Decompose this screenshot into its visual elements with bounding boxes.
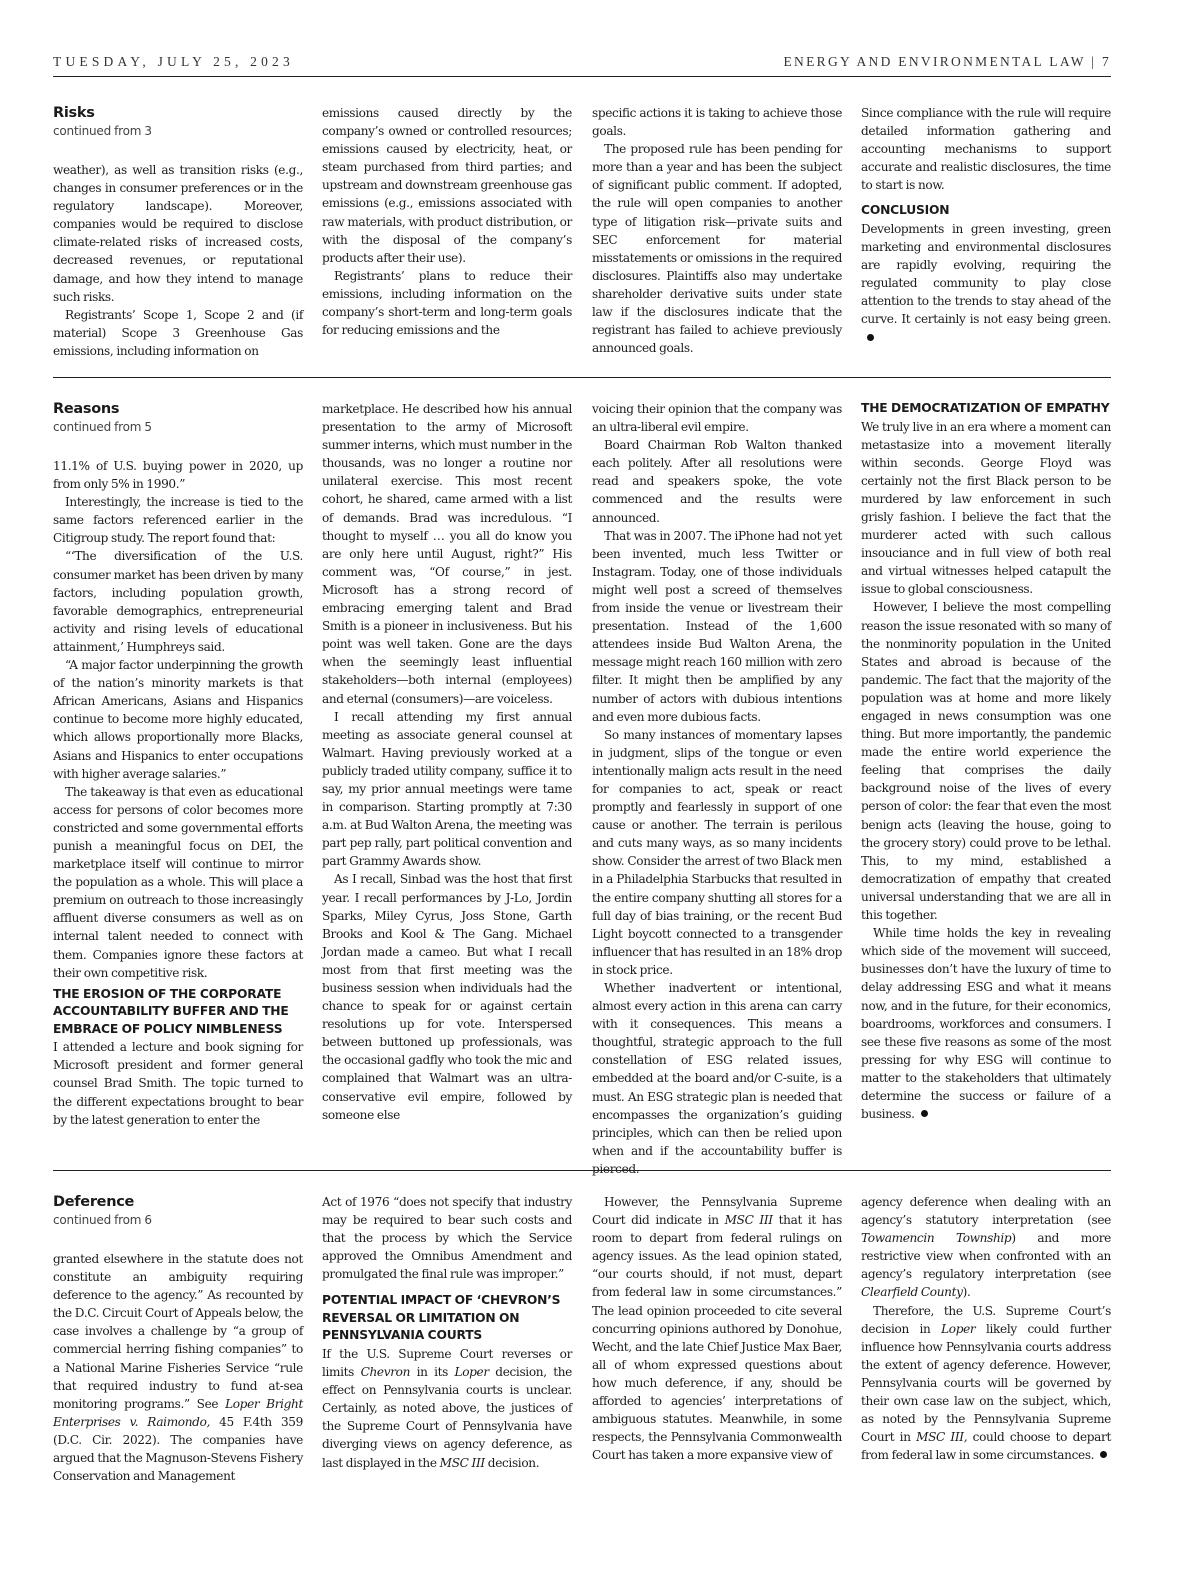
paragraph: voicing their opinion that the company was an ultra-liberal evil empire. <box>592 402 842 435</box>
paragraph: marketplace. He described how his annual presentation to the army of Microsoft summer interns, which must number in the thousands, was no longer a routine nor unilateral exercise. This most recent cohort, he shared, came armed with a list of demands. Brad was incredulous. “I thought to myself … you all do know you are only here until August, right?” His comment was, “Of course,” in jest. Microsoft has a strong record of embracing emerging talent and Brad Smith is a pioneer in inclusiveness. But his point was well taken. Gone are the days when the seemingly least influential stakeholders—both internal (employees) and eternal (consumers)—are voiceless. <box>322 402 572 706</box>
reasons-continued-note: continued from 5 <box>53 420 152 434</box>
paragraph: Since compliance with the rule will require detailed information gathering and accounting mechanisms to support accurate and realistic disclosures, the time to start is now. <box>861 106 1111 193</box>
text-run: could choose to depart from federal law in some circumstances. <box>861 1430 1111 1463</box>
paragraph <box>861 1302 1111 1465</box>
publication-page-label: ENERGY AND ENVIRONMENTAL LAW | 7 <box>783 54 1111 69</box>
text-run: decision. <box>484 1455 540 1470</box>
deference-column-3 <box>592 1193 842 1464</box>
deference-column-2 <box>322 1193 572 1472</box>
paragraph <box>861 1193 1111 1302</box>
chevron-heading: POTENTIAL IMPACT OF ‘CHEVRON’S REVERSAL OR LIMITATION ON PENNSYLVANIA COURTS <box>322 1293 561 1343</box>
reasons-column-4 <box>861 400 1111 1123</box>
risks-title: Risks <box>53 105 95 121</box>
case-citation: Loper Bright Enterprises v. Raimondo, <box>53 1396 303 1429</box>
text-run: granted elsewhere in the statute does not constitute an ambiguity requiring deference to the agency.” As recounted by the D.C. Circuit Court of Appeals below, the case involves a challenge by “a group of commercial herring fishing companies” to a National Marine Fisheries Service “rule that required industry to fund at-sea monitoring programs.” See <box>53 1252 303 1411</box>
case-citation: Loper <box>454 1365 489 1380</box>
risks-section <box>53 104 1111 364</box>
page-header <box>53 54 1111 77</box>
paragraph: Registrants’ Scope 1, Scope 2 and (if material) Scope 3 Greenhouse Gas emissions, including information on <box>53 307 303 358</box>
section-divider <box>53 377 1111 378</box>
end-mark-icon <box>921 1110 928 1117</box>
closing-text: While time holds the key in revealing which side of the movement will succeed, businesses don’t have the luxury of time to delay addressing ESG and what it means now, and in the future, for their economics, boardrooms, workforces and consumers. I see these five reasons as some of the most pressing for why ESG will continue to matter to the stakeholders that ultimately determine the success or failure of a business. <box>861 926 1111 1122</box>
deference-continued-note: continued from 6 <box>53 1213 152 1227</box>
text-run: If the U.S. Supreme Court reverses or limits <box>322 1346 572 1380</box>
text-run: that it has room to depart from federal rulings on agency issues. As the lead opinion stated, “our courts should, if not must, depart from federal law in some circumstances.” The lead opinion proceeded to cite several concurring opinions authored by Donohue, Wecht, and the late Chief Justice Max Baer, all of whom expressed questions about how much deference, if any, should be afforded to agencies’ interpretations of ambiguous statutes. Meanwhile, in some respects, the Pennsylvania Commonwealth Court has taken a more expansive view of <box>592 1213 842 1463</box>
paragraph <box>861 220 1111 347</box>
case-citation: Chevron <box>360 1365 411 1380</box>
reasons-section <box>53 400 1111 1176</box>
text-run: likely could further influence how Pennsylvania courts address the extent of agency deference. However, Pennsylvania courts will be governed by their own case law on the subject, which, as noted by the Pennsylvania Supreme Court in <box>861 1321 1111 1445</box>
paragraph <box>53 1250 303 1485</box>
case-citation: MSC III <box>724 1213 773 1228</box>
reasons-column-1 <box>53 400 303 1129</box>
section-divider <box>53 1170 1111 1171</box>
paragraph: emissions caused directly by the company’s owned or controlled resources; emissions caused by electricity, heat, or steam purchased from third parties; and upstream and downstream greenhouse gas emissions (e.g., emissions associated with raw materials, with product distribution, or with the disposal of the company’s products after their use). <box>322 106 572 265</box>
paragraph: 11.1% of U.S. buying power in 2020, up from only 5% in 1990.” <box>53 459 303 492</box>
end-mark-icon <box>867 334 874 341</box>
conclusion-text: Developments in green investing, green marketing and environmental disclosures are rapidly evolving, requiring the regulated community to play close attention to the trends to stay ahead of the curve. It certainly is not easy being green. <box>861 221 1111 327</box>
case-citation: Towamencin Township <box>861 1231 1012 1246</box>
paragraph: We truly live in an era where a moment can metastasize into a movement literally within seconds. George Floyd was certainly not the first Black person to be murdered by law enforcement in such grisly fashion. I believe the fact that the murderer acted with such callous insouciance and in full view of both real and virtual witnesses helped catapult the issue to global consciousness. <box>861 419 1111 597</box>
case-citation: Loper <box>941 1321 976 1336</box>
paragraph <box>322 1345 572 1472</box>
empathy-heading: THE DEMOCRATIZATION OF EMPATHY <box>861 401 1110 415</box>
text-run: Therefore, the U.S. Supreme Court’s decision in <box>861 1303 1111 1336</box>
paragraph: I recall attending my first annual meeting as associate general counsel at Walmart. Having previously worked at a publicly traded utility company, suffice it to say, my prior annual meetings were tame in comparison. Starting promptly at 7:30 a.m. at Bud Walton Arena, the meeting was part pep rally, part political convention and part Grammy Awards show. <box>322 709 572 869</box>
text-run: agency deference when dealing with an agency’s statutory interpretation (see <box>861 1195 1111 1228</box>
paragraph: However, I believe the most compelling reason the issue resonated with so many of the nonminority population in the United States and abroad is because of the pandemic. The fact that the majority of the population was at home and more likely engaged in news consumption was one thing. But more importantly, the pandemic made the entire world experience the feeling that comprises the daily background noise of the lives of every person of color: the fear that even the most benign acts (leaving the house, going to the grocery story) could prove to be lethal. This, to my mind, established a democratization of empathy that created universal understanding that we are all in this together. <box>861 600 1111 923</box>
paragraph: The takeaway is that even as educational access for persons of color becomes more constricted and some governmental efforts punish a meaningful focus on DEI, the marketplace itself will continue to mirror the population as a whole. This will place a premium on outreach to those increasingly affluent diverse consumers as well as on internal talent needed to connect with them. Companies ignore these factors at their own competitive risk. <box>53 784 303 980</box>
paragraph: weather), as well as transition risks (e.g., changes in consumer preferences or in the regulatory landscape). Moreover, companies would be required to disclose climate-related risks of increased costs, decreased revenues, or reputational damage, and how they intend to manage such risks. <box>53 163 303 304</box>
erosion-heading: THE EROSION OF THE CORPORATE ACCOUNTABILITY BUFFER AND THE EMBRACE OF POLICY NIMBLENESS <box>53 986 289 1036</box>
paragraph: I attended a lecture and book signing for Microsoft president and former general counsel Brad Smith. The topic turned to the different expectations brought to bear by the latest generation to enter the <box>53 1040 303 1127</box>
paragraph: Act of 1976 “does not specify that industry may be required to bear such costs and that the process by which the Service approved the Omnibus Amendment and promulgated the final rule was improper.” <box>322 1195 572 1282</box>
paragraph: Registrants’ plans to reduce their emissions, including information on the company’s short-term and long-term goals for reducing emissions and the <box>322 268 572 338</box>
paragraph: As I recall, Sinbad was the host that first year. I recall performances by J-Lo, Jordin Sparks, Miley Cyrus, Joss Stone, Garth Brooks and Kool & The Gang. Michael Jordan made a cameo. But what I recall most from that first meeting was the business session when individuals had the chance to speak for or against certain resolutions up for vote. Interspersed between buttoned up professionals, was the occasional gadfly who took the mic and complained that Walmart was an ultra-conservative evil empire, followed by someone else <box>322 872 572 1122</box>
reasons-column-2 <box>322 400 572 1124</box>
deference-column-1 <box>53 1193 303 1485</box>
text-run: ) and more restrictive view when confronted with an agency’s regulatory interpretation (see <box>861 1231 1111 1282</box>
risks-column-1 <box>53 104 303 360</box>
paragraph: specific actions it is taking to achieve those goals. <box>592 106 842 139</box>
text-run: in its <box>410 1365 455 1380</box>
paragraph <box>592 1193 842 1464</box>
case-citation: MSC III <box>439 1455 485 1470</box>
case-citation: MSC III, <box>916 1430 968 1445</box>
paragraph: Board Chairman Rob Walton thanked each politely. After all resolutions were read and speakers spoke, the vote commenced and the results were announced. <box>592 438 842 525</box>
issue-date: TUESDAY, JULY 25, 2023 <box>53 54 294 69</box>
reasons-title: Reasons <box>53 401 120 417</box>
paragraph: “A major factor underpinning the growth of the nation’s minority markets is that African Americans, Asians and Hispanics continue to become more highly educated, which allows proportionally more Blacks, Asians and Hispanics to enter occupations with higher average salaries.” <box>53 658 303 781</box>
text-run: However, the Pennsylvania Supreme Court did indicate in <box>592 1195 842 1228</box>
reasons-column-3 <box>592 400 842 1178</box>
text-run: ). <box>962 1285 971 1300</box>
deference-title: Deference <box>53 1194 135 1210</box>
text-run: decision, the effect on Pennsylvania courts is unclear. Certainly, as noted above, the justices of the Supreme Court of Pennsylvania have diverging views on agency deference, as last displayed in the <box>322 1365 572 1470</box>
risks-continued-note: continued from 3 <box>53 124 152 138</box>
risks-column-2 <box>322 104 572 339</box>
deference-column-4 <box>861 1193 1111 1464</box>
text-run: 45 F.4th 359 (D.C. Cir. 2022). The companies have argued that the Magnuson-Stevens Fishery Conservation and Management <box>53 1414 303 1484</box>
conclusion-heading: CONCLUSION <box>861 203 950 218</box>
paragraph: That was in 2007. The iPhone had not yet been invented, much less Twitter or Instagram. Today, one of those individuals might well post a screed of themselves from inside the venue or livestream their presentation. Instead of the 1,600 attendees inside Bud Walton Arena, the message might reach 160 million with zero filter. It might then be amplified by any number of actors with dubious intentions and even more dubious facts. <box>592 528 842 724</box>
end-mark-icon <box>1100 1451 1107 1458</box>
risks-column-4 <box>861 104 1111 347</box>
deference-section <box>53 1193 1111 1513</box>
paragraph: Interestingly, the increase is tied to the same factors referenced earlier in the Citigroup study. The report found that: <box>53 495 303 546</box>
paragraph <box>861 924 1111 1123</box>
paragraph: So many instances of momentary lapses in judgment, slips of the tongue or even intentionally malign acts result in the need for companies to act, speak or react promptly and fearlessly in support of one cause or another. The terrain is perilous and cuts many ways, as so many incidents show. Consider the arrest of two Black men in a Philadelphia Starbucks that resulted in the entire company shutting all stores for a full day of bias training, or the recent Bud Light boycott connected to a transgender influencer that has resulted in an 18% drop in stock price. <box>592 727 842 977</box>
paragraph: “‘The diversification of the U.S. consumer market has been driven by many factors, including population growth, favorable demographics, entrepreneurial activity and rising levels of educational attainment,’ Humphreys said. <box>53 549 303 654</box>
case-citation: Clearfield County <box>861 1285 963 1300</box>
paragraph: Whether inadvertent or intentional, almost every action in this arena can carry with it consequences. This means a thoughtful, strategic approach to the full constellation of ESG related issues, embedded at the board and/or C-suite, is a must. An ESG strategic plan is needed that encompasses the organization’s guiding principles, which can then be relied upon when and if the accountability buffer is pierced. <box>592 981 842 1176</box>
risks-column-3 <box>592 104 842 357</box>
paragraph: The proposed rule has been pending for more than a year and has been the subject of significant public comment. If adopted, the rule will open companies to another type of litigation risk—private suits and SEC enforcement for material misstatements or omissions in the required disclosures. Plaintiffs also may undertake shareholder derivative suits under state law if the disclosures indicate that the registrant has failed to achieve previously announced goals. <box>592 142 842 356</box>
